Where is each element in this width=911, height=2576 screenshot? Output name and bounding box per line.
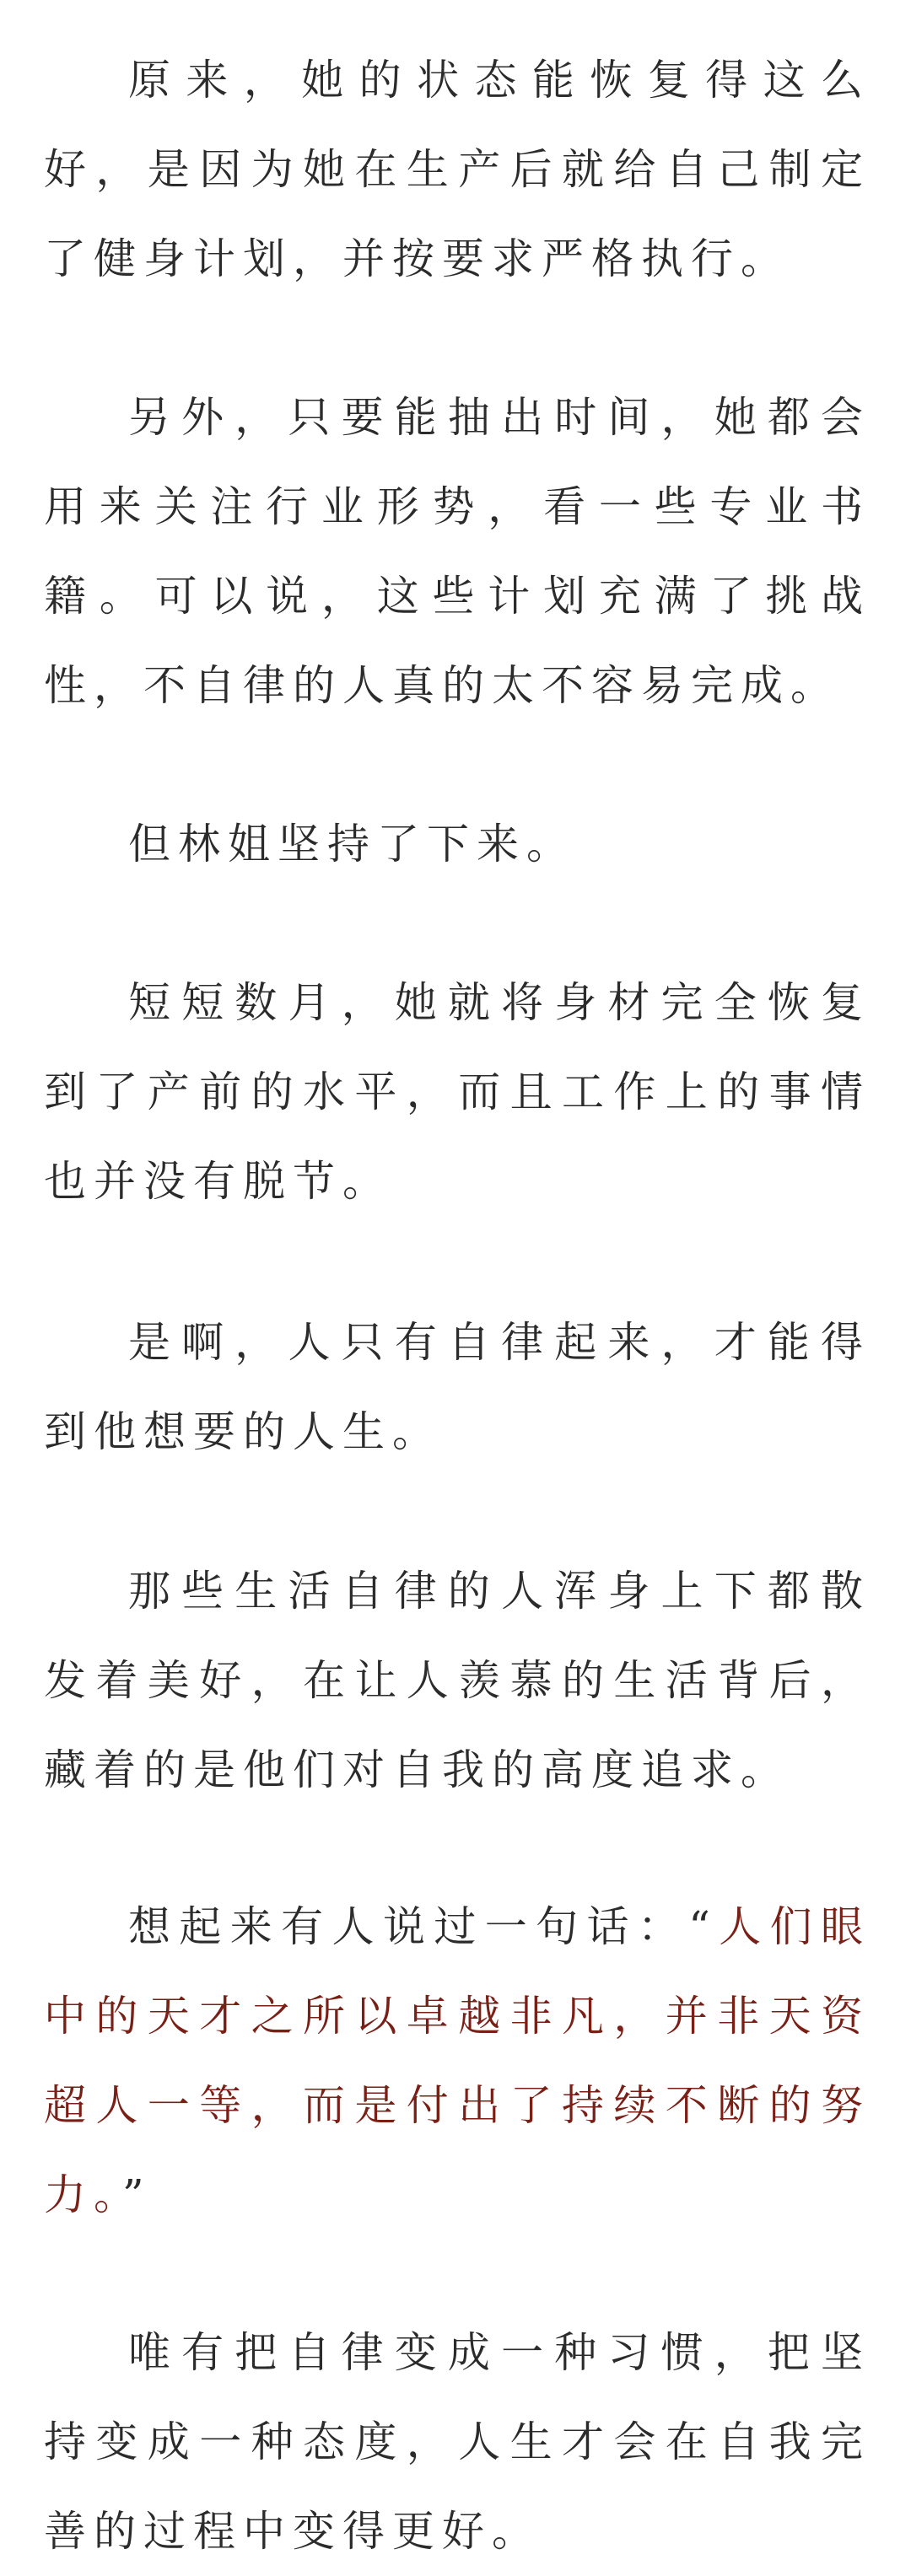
paragraph-self-discipline: 是啊，人只有自律起来，才能得到他想要的人生。 bbox=[44, 1318, 871, 1456]
paragraph-quote bbox=[44, 1882, 871, 2240]
quote-tail: ” bbox=[122, 2170, 152, 2219]
paragraph-months-result: 短短数月，她就将身材完全恢复到了产前的水平，而且工作上的事情也并没有脱节。 bbox=[44, 978, 871, 1206]
paragraph-persist: 但林姐坚持了下来。 bbox=[128, 820, 576, 869]
paragraph-recovery-reason: 原来，她的状态能恢复得这么好，是因为她在生产后就给自己制定了健身计划，并按要求严格执行。 bbox=[44, 56, 871, 283]
paragraph-habit: 唯有把自律变成一种习惯，把坚持变成一种态度，人生才会在自我完善的过程中变得更好。 bbox=[44, 2328, 871, 2556]
paragraph-study-plan: 另外，只要能抽出时间，她都会用来关注行业形势，看一些专业书籍。可以说，这些计划充满了挑战性，不自律的人真的太不容易完成。 bbox=[44, 393, 871, 710]
paragraph-disciplined-people: 那些生活自律的人浑身上下都散发着美好，在让人羡慕的生活背后，藏着的是他们对自我的高度追求。 bbox=[44, 1567, 871, 1794]
quote-lead: 想起来有人说过一句话：“ bbox=[128, 1902, 718, 1951]
quote-text: 人们眼中的天才之所以卓越非凡，并非天资超人一等，而是付出了持续不断的努力。 bbox=[44, 1902, 871, 2219]
